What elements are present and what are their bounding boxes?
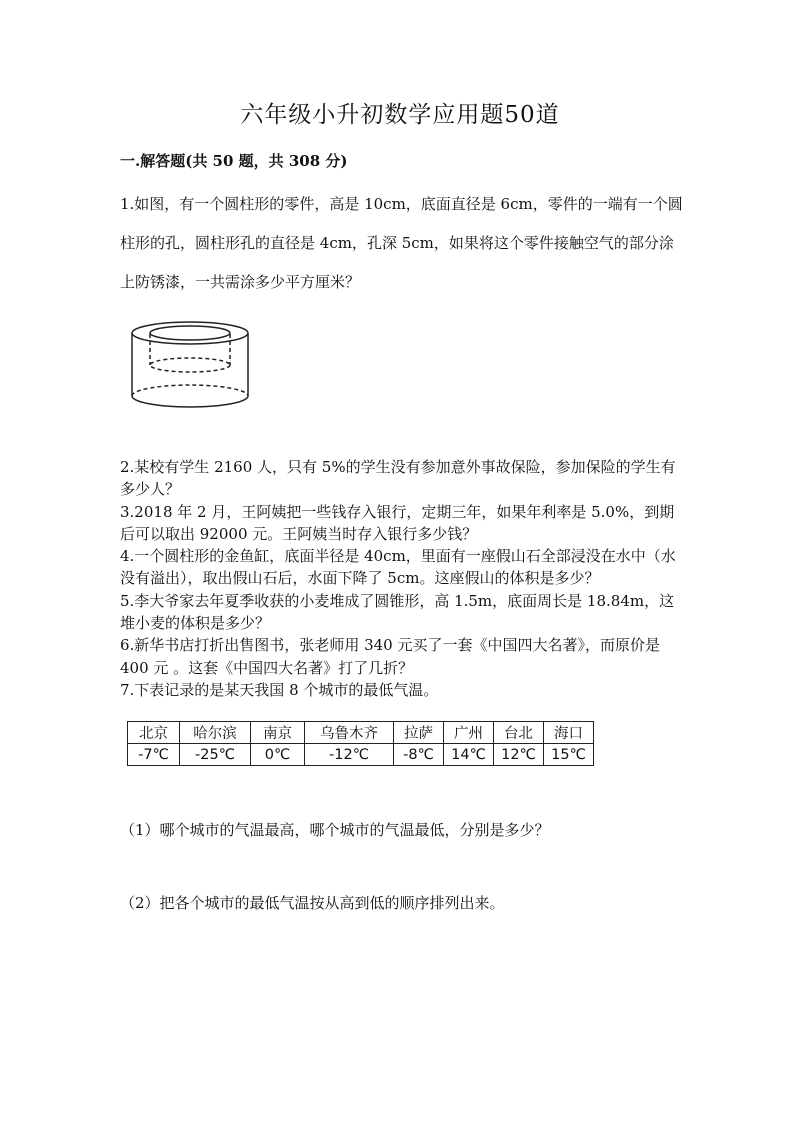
sub-question-1: （1）哪个城市的气温最高，哪个城市的气温最低，分别是多少？ bbox=[120, 821, 550, 839]
city-cell: 广州 bbox=[444, 722, 494, 744]
temp-cell: 15℃ bbox=[544, 744, 594, 766]
temp-cell: -25℃ bbox=[180, 744, 251, 766]
question-5: 5.李大爷家去年夏季收获的小麦堆成了圆锥形，高 1.5m，底面周长是 18.84m，这堆小麦的体积是多少？ bbox=[120, 591, 675, 633]
city-cell: 哈尔滨 bbox=[180, 722, 251, 744]
city-cell: 南京 bbox=[251, 722, 305, 744]
page-title: 六年级小升初数学应用题50道 bbox=[240, 102, 560, 128]
city-cell: 北京 bbox=[128, 722, 180, 744]
question-6: 6.新华书店打折出售图书，张老师用 340 元买了一套《中国四大名著》，而原价是 400 元 。这套《中国四大名著》打了几折？ bbox=[120, 636, 660, 677]
question-4: 4.一个圆柱形的金鱼缸，底面半径是 40cm，里面有一座假山石全部浸没在水中（水没有溢出），取出假山石后，水面下降了 5cm。这座假山的体积是多少？ bbox=[120, 547, 676, 588]
city-row bbox=[128, 722, 594, 744]
temp-cell: 14℃ bbox=[444, 744, 494, 766]
city-cell: 拉萨 bbox=[394, 722, 444, 744]
section-heading: 一.解答题(共 50 题，共 308 分) bbox=[120, 152, 348, 170]
question-1: 1.如图，有一个圆柱形的零件，高是 10cm，底面直径是 6cm，零件的一端有一个圆柱形的孔，圆柱形孔的直径是 4cm，孔深 5cm，如果将这个零件接触空气的部分涂上防锈漆，一共需涂多少平方厘米？ bbox=[120, 195, 683, 291]
question-7: 7.下表记录的是某天我国 8 个城市的最低气温。 bbox=[120, 680, 439, 699]
sub-question-2: （2）把各个城市的最低气温按从高到低的顺序排列出来。 bbox=[120, 894, 505, 912]
question-3: 3.2018 年 2 月，王阿姨把一些钱存入银行，定期三年，如果年利率是 5.0%，到期后可以取出 92000 元。王阿姨当时存入银行多少钱？ bbox=[120, 502, 675, 543]
temp-cell: 12℃ bbox=[494, 744, 544, 766]
city-cell: 海口 bbox=[544, 722, 594, 744]
cylinder-figure bbox=[128, 318, 254, 414]
question-list bbox=[120, 456, 685, 701]
temp-cell: -12℃ bbox=[305, 744, 394, 766]
temp-cell: -8℃ bbox=[394, 744, 444, 766]
temperature-table bbox=[127, 721, 594, 766]
question-2: 2.某校有学生 2160 人，只有 5%的学生没有参加意外事故保险，参加保险的学生有多少人？ bbox=[120, 458, 676, 499]
city-cell: 台北 bbox=[494, 722, 544, 744]
temp-cell: -7℃ bbox=[128, 744, 180, 766]
city-cell: 乌鲁木齐 bbox=[305, 722, 394, 744]
temp-cell: 0℃ bbox=[251, 744, 305, 766]
temp-row bbox=[128, 744, 594, 766]
